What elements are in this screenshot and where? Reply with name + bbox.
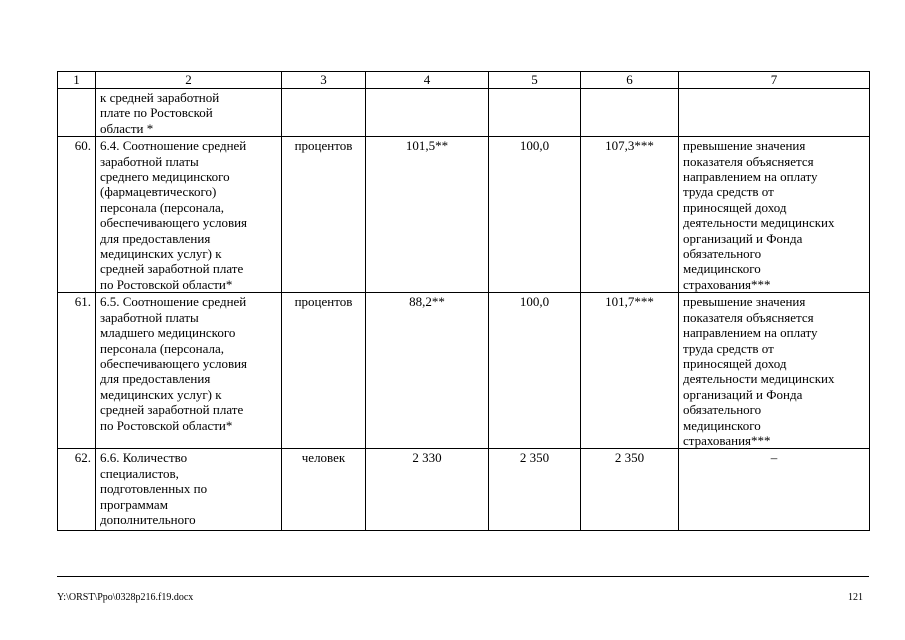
table-header-row — [58, 72, 870, 89]
table-row — [58, 89, 870, 137]
unit-cell: процентов — [282, 137, 366, 293]
header-cell: 5 — [489, 72, 581, 89]
value-col6: 107,3*** — [581, 137, 679, 293]
indicator-name: 6.5. Соотношение средней заработной платы младшего медицинского персонала (персонала, обеспечивающего условия для предоставления медицинских услуг) к средней заработной плате по Ростовской области* — [96, 293, 282, 449]
value-col5: 100,0 — [489, 293, 581, 449]
value-col5 — [489, 89, 581, 137]
table-row — [58, 449, 870, 531]
value-col4: 101,5** — [366, 137, 489, 293]
header-cell: 4 — [366, 72, 489, 89]
unit-cell — [282, 89, 366, 137]
row-number: 60. — [58, 137, 96, 293]
table-row — [58, 137, 870, 293]
note-cell: превышение значения показателя объясняется направлением на оплату труда средств от приносящей доход деятельности медицинских организаций и Фонда обязательного медицинского страхования*** — [679, 137, 870, 293]
note-cell — [679, 89, 870, 137]
note-cell: превышение значения показателя объясняется направлением на оплату труда средств от приносящей доход деятельности медицинских организаций и Фонда обязательного медицинского страхования*** — [679, 293, 870, 449]
value-col4: 88,2** — [366, 293, 489, 449]
row-number: 62. — [58, 449, 96, 531]
header-cell: 2 — [96, 72, 282, 89]
table-row — [58, 293, 870, 449]
header-cell: 1 — [58, 72, 96, 89]
value-col4 — [366, 89, 489, 137]
header-cell: 6 — [581, 72, 679, 89]
unit-cell: процентов — [282, 293, 366, 449]
footer-page-number: 121 — [848, 592, 863, 603]
table-bottom-border — [57, 576, 869, 577]
footer-file-path: Y:\ORST\Ppo\0328p216.f19.docx — [57, 592, 194, 603]
value-col6 — [581, 89, 679, 137]
row-number — [58, 89, 96, 137]
value-col4: 2 330 — [366, 449, 489, 531]
row-number: 61. — [58, 293, 96, 449]
value-col6: 2 350 — [581, 449, 679, 531]
indicator-name: 6.6. Количество специалистов, подготовленных по программам дополнительного — [96, 449, 282, 531]
note-cell: – — [679, 449, 870, 531]
header-cell: 7 — [679, 72, 870, 89]
unit-cell: человек — [282, 449, 366, 531]
value-col5: 2 350 — [489, 449, 581, 531]
value-col5: 100,0 — [489, 137, 581, 293]
value-col6: 101,7*** — [581, 293, 679, 449]
indicators-table — [57, 71, 870, 531]
indicator-name: к средней заработной плате по Ростовской области * — [96, 89, 282, 137]
header-cell: 3 — [282, 72, 366, 89]
indicator-name: 6.4. Соотношение средней заработной платы среднего медицинского (фармацевтического) персонала (персонала, обеспечивающего условия для предоставления медицинских услуг) к средней заработной плате по Ростовской области* — [96, 137, 282, 293]
